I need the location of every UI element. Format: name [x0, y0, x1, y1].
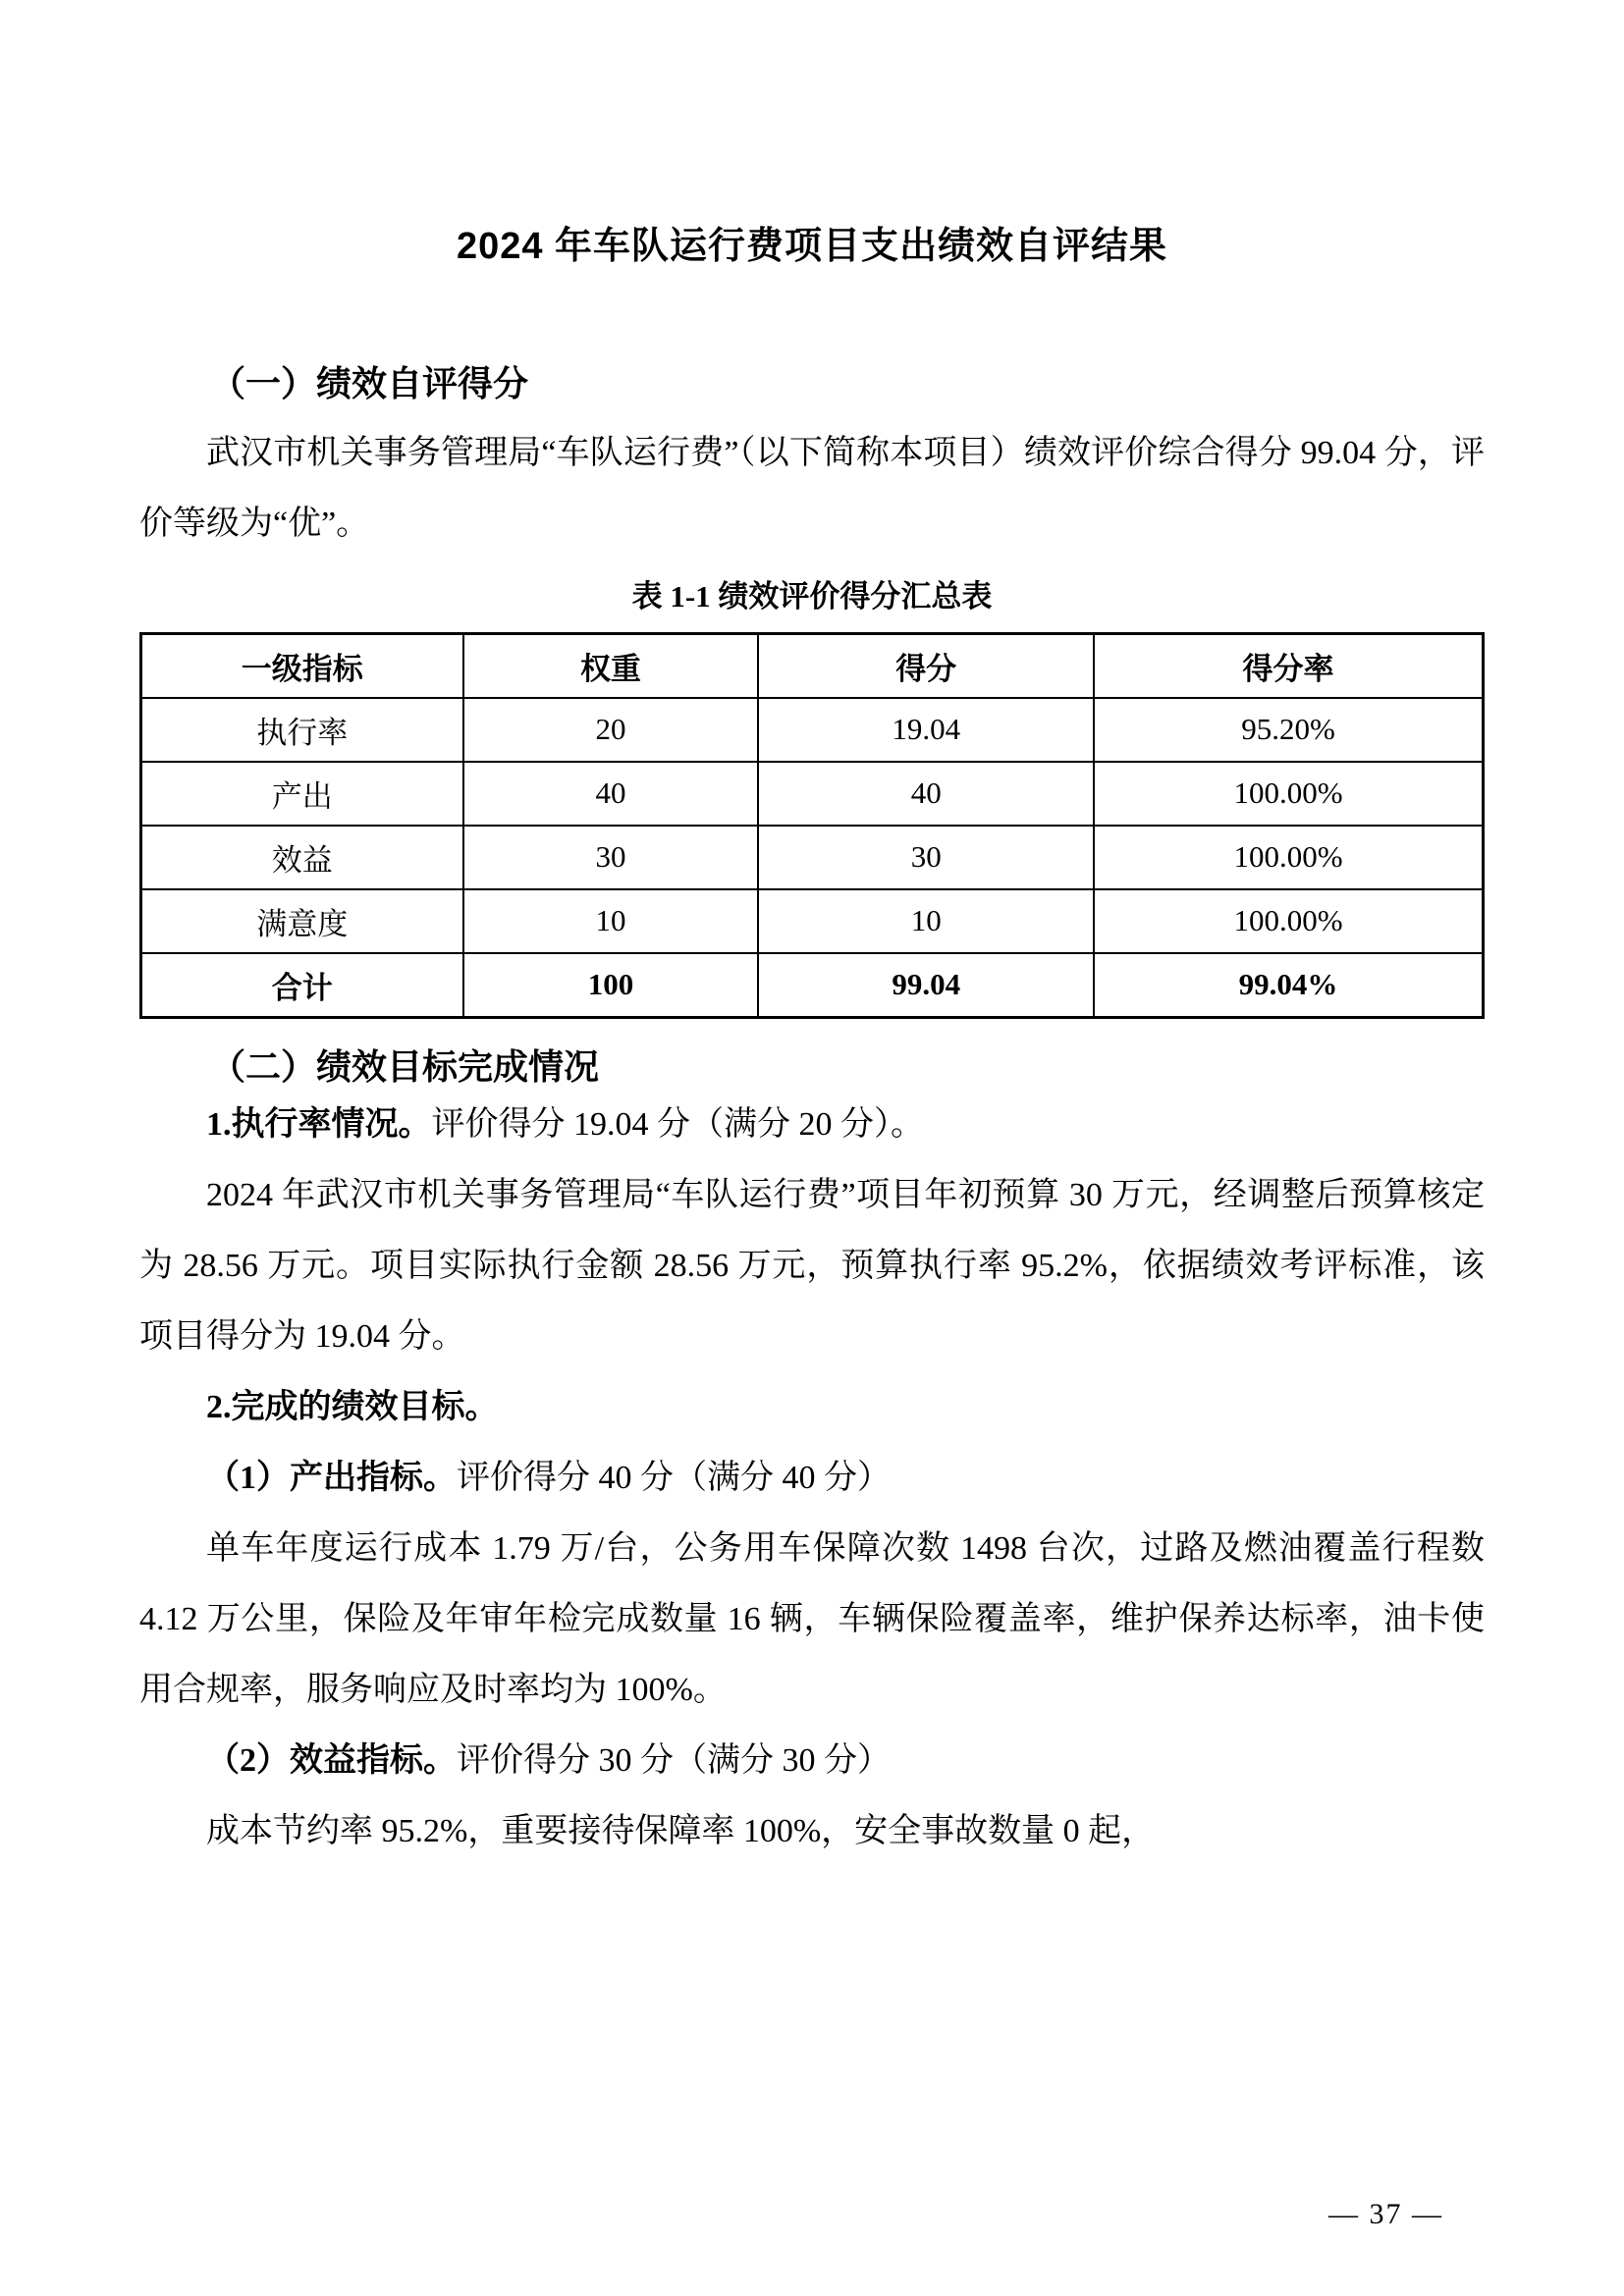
table-cell: 100.00%: [1094, 889, 1483, 953]
table-cell: 99.04: [758, 953, 1094, 1018]
table-header-cell: 得分: [758, 633, 1094, 698]
table-cell: 100.00%: [1094, 762, 1483, 826]
table-cell: 效益: [141, 826, 463, 889]
output-indicator-score-text: 评价得分 40 分（满分 40 分）: [457, 1460, 891, 1497]
table-row: [141, 698, 1484, 762]
table-header-cell: 权重: [463, 633, 759, 698]
benefit-indicator-label: （2）效益指标。: [206, 1742, 457, 1780]
table-row: [141, 826, 1484, 889]
item-1-score-text: 评价得分 19.04 分（满分 20 分）。: [431, 1106, 924, 1144]
table-cell: 合计: [141, 953, 463, 1018]
table-header-row: [141, 633, 1484, 698]
table-cell: 95.20%: [1094, 698, 1483, 762]
table-cell: 30: [758, 826, 1094, 889]
table-cell: 10: [463, 889, 759, 953]
section-2-item-2-line: [139, 1372, 1485, 1443]
table-cell: 执行率: [141, 698, 463, 762]
table-cell: 满意度: [141, 889, 463, 953]
table-cell: 20: [463, 698, 759, 762]
benefit-indicator-score-text: 评价得分 30 分（满分 30 分）: [457, 1742, 891, 1780]
section-2-item-1-line: [139, 1090, 1485, 1160]
output-indicator-label: （1）产出指标。: [206, 1460, 457, 1497]
table-total-row: [141, 953, 1484, 1018]
table-header-cell: 得分率: [1094, 633, 1483, 698]
output-indicator-paragraph: 单车年度运行成本 1.79 万/台，公务用车保障次数 1498 台次，过路及燃油覆盖行程数 4.12 万公里，保险及年审年检完成数量 16 辆，车辆保险覆盖率，维护保养达标率，油卡使用合规率，服务响应及时率均为 100%。: [139, 1530, 1485, 1709]
table-cell: 100: [463, 953, 759, 1018]
table-row: [141, 762, 1484, 826]
table-cell: 10: [758, 889, 1094, 953]
item-2-label: 2.完成的绩效目标。: [206, 1389, 499, 1426]
table-cell: 产出: [141, 762, 463, 826]
benefit-indicator-paragraph: 成本节约率 95.2%，重要接待保障率 100%，安全事故数量 0 起，: [206, 1813, 1156, 1850]
item-1-label: 1.执行率情况。: [206, 1106, 432, 1144]
table-cell: 99.04%: [1094, 953, 1483, 1018]
output-indicator-line: [139, 1443, 1485, 1514]
document-title: 2024 年车队运行费项目支出绩效自评结果: [456, 226, 1168, 267]
table-cell: 30: [463, 826, 759, 889]
section-2-heading: （二）绩效目标完成情况: [210, 1046, 600, 1087]
benefit-indicator-line: [139, 1726, 1485, 1796]
table-cell: 40: [758, 762, 1094, 826]
table-header-cell: 一级指标: [141, 633, 463, 698]
section-1-heading: （一）绩效自评得分: [210, 363, 529, 403]
table-row: [141, 889, 1484, 953]
section-1-paragraph: 武汉市机关事务管理局“车队运行费”（以下简称本项目）绩效评价综合得分 99.04 分，评价等级为“优”。: [139, 435, 1485, 543]
score-summary-table: [139, 632, 1485, 1019]
section-2-item-1-paragraph: 2024 年武汉市机关事务管理局“车队运行费”项目年初预算 30 万元，经调整后预算核定为 28.56 万元。项目实际执行金额 28.56 万元，预算执行率 95.2%，依据绩效考评标准，该项目得分为 19.04 分。: [139, 1177, 1485, 1356]
table-cell: 40: [463, 762, 759, 826]
page-number: — 37 —: [1328, 2198, 1443, 2230]
table-cell: 100.00%: [1094, 826, 1483, 889]
table-cell: 19.04: [758, 698, 1094, 762]
table-caption: 表 1-1 绩效评价得分汇总表: [631, 579, 993, 614]
